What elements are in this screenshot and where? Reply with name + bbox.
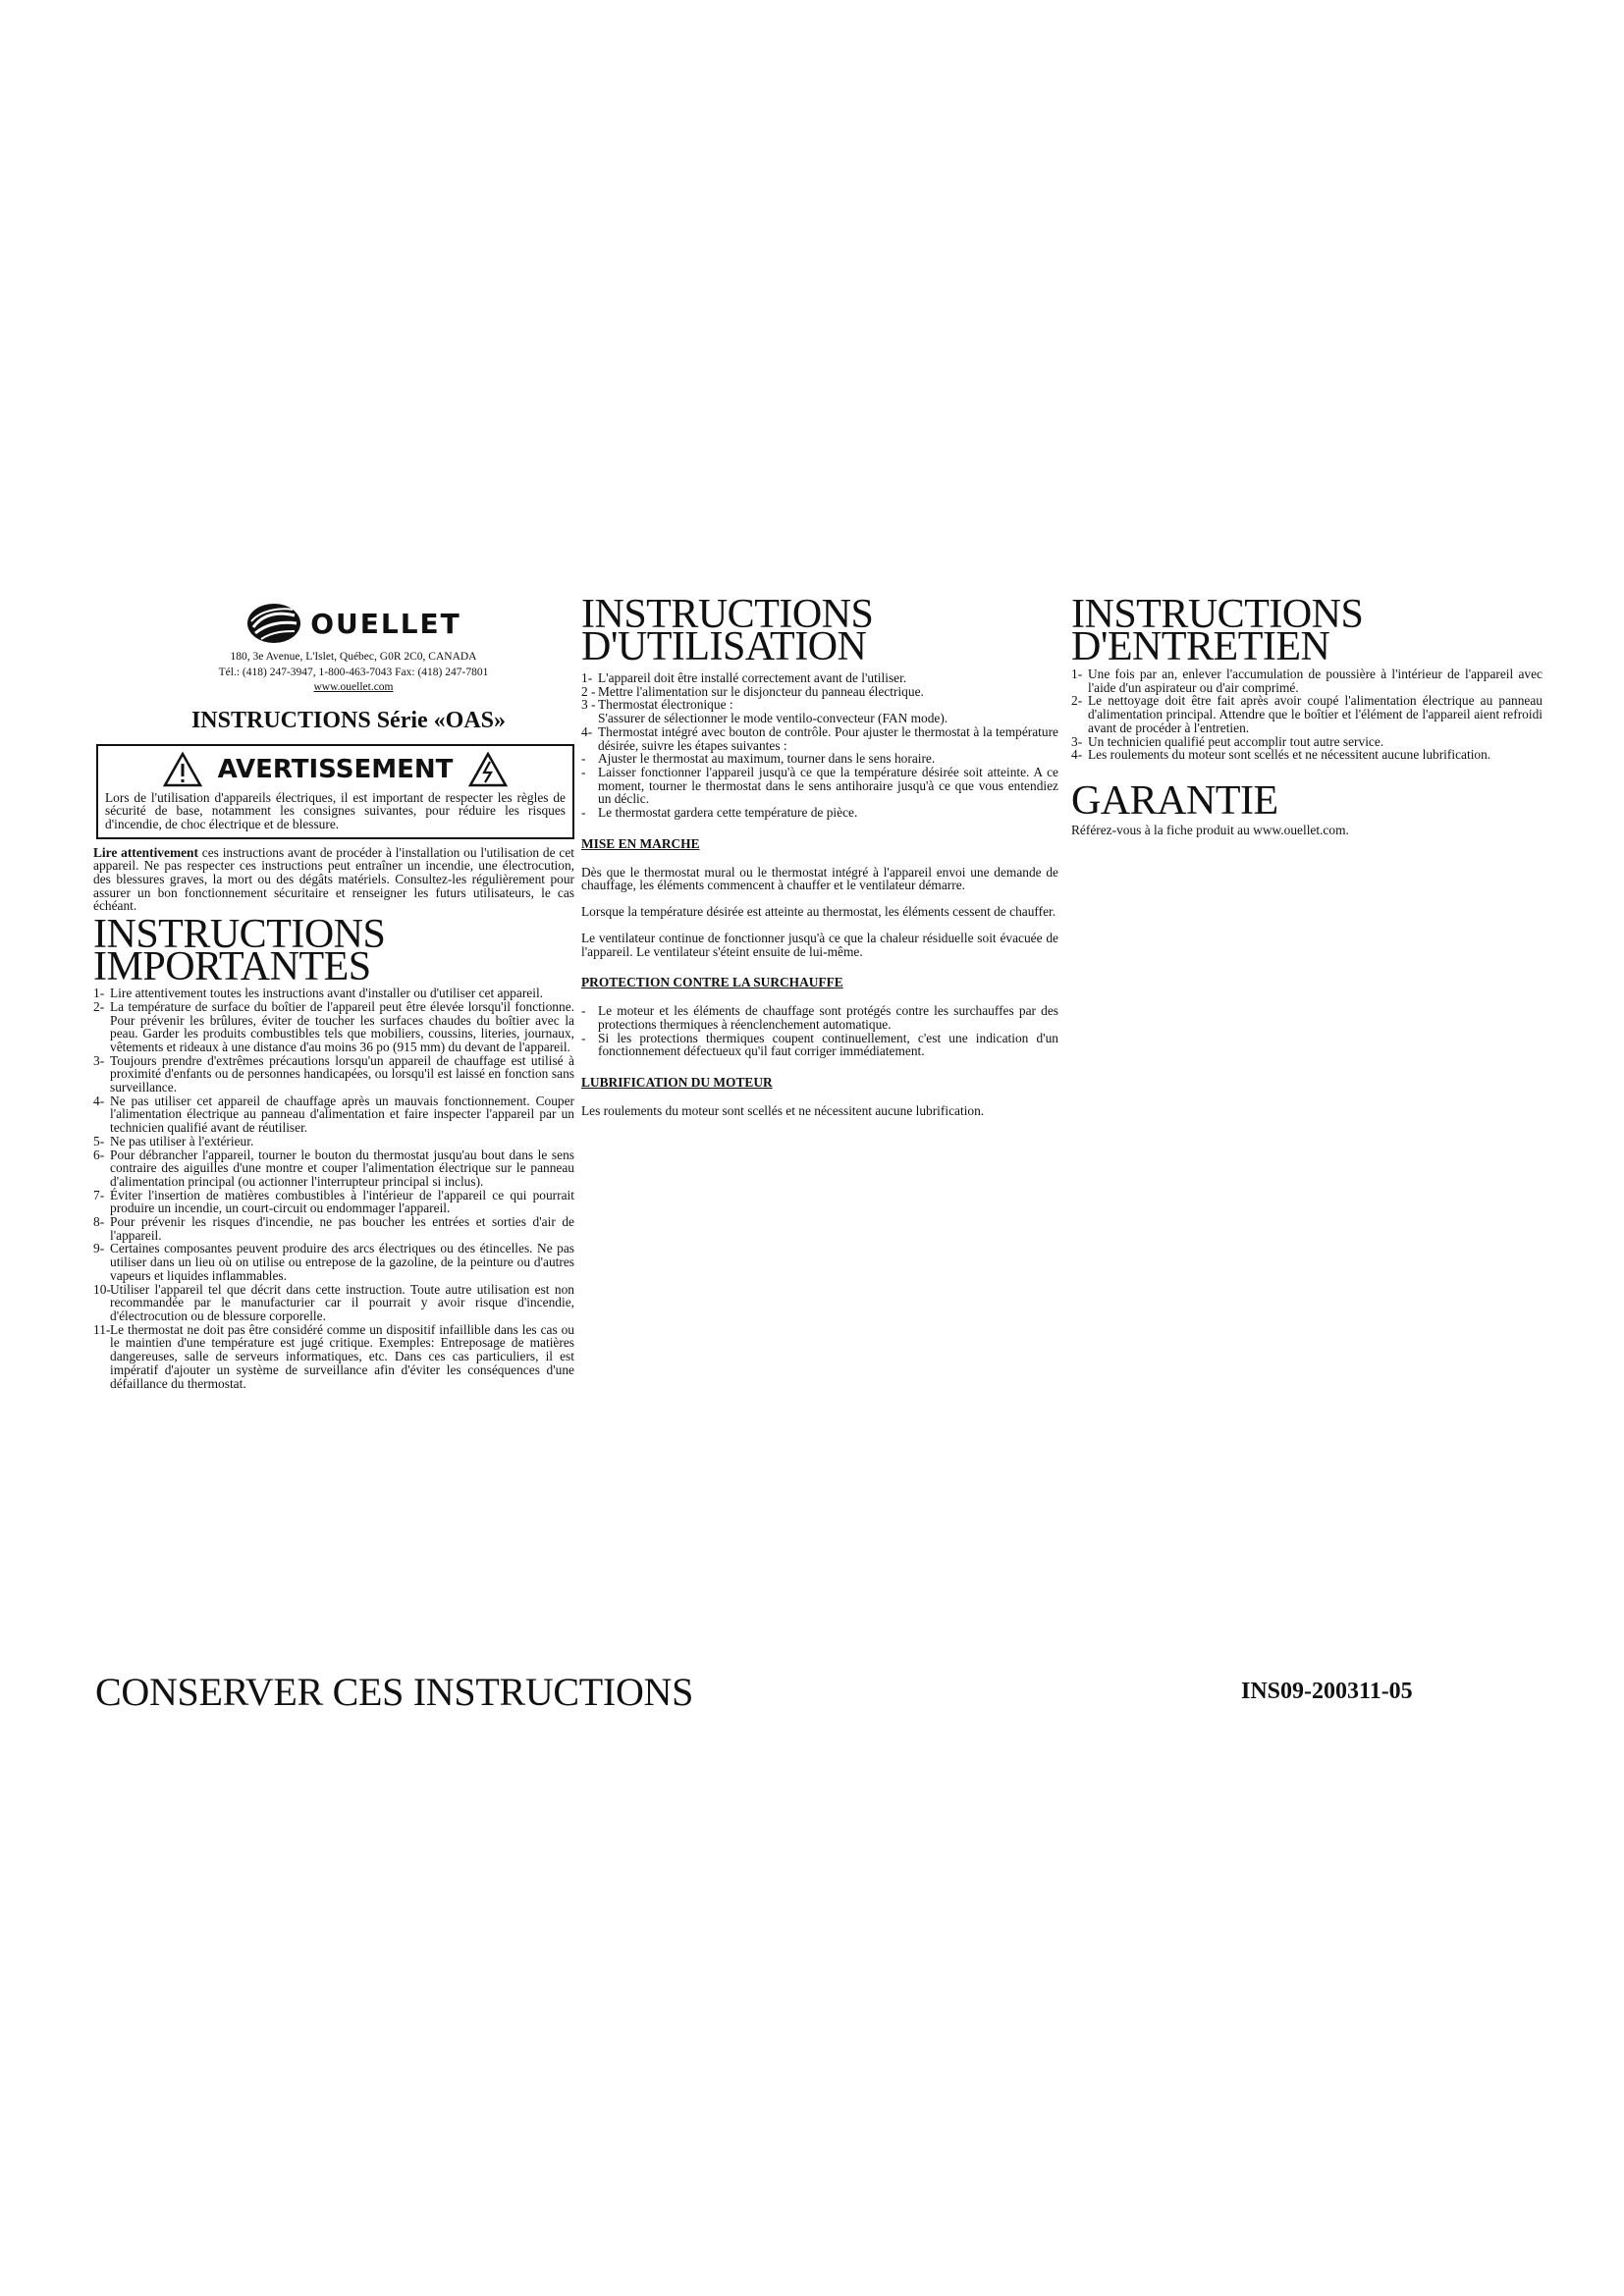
important-item-text: Ne pas utiliser cet appareil de chauffage après un mauvais fonctionnement. Couper l'alimentation électrique au panneau d'alimentation et faire inspecter l'appareil par un technicien qualifié avant de réutiliser. [110,1093,574,1136]
maintenance-item [1071,748,1543,762]
usage-item-number: 4- [581,723,593,739]
usage-heading [581,592,1058,669]
usage-item-number: - [581,805,586,821]
overheat-item [581,1004,1058,1031]
important-item-text: Ne pas utiliser à l'extérieur. [110,1133,254,1148]
lubrication-heading: LUBRIFICATION DU MOTEUR [581,1075,773,1091]
usage-heading-line1: INSTRUCTIONS [581,592,874,637]
startup-heading: MISE EN MARCHE [581,835,700,851]
company-logo [133,599,574,648]
important-list [93,987,574,1390]
maintenance-item-number: 3- [1071,733,1083,749]
important-item [93,1054,574,1095]
warning-exclamation-icon [163,752,202,787]
usage-item [581,712,1058,725]
right-column [1071,592,1543,837]
important-item [93,1000,574,1054]
overheat-list [581,1004,1058,1058]
usage-item [581,752,1058,766]
important-item-text: Éviter l'insertion de matières combustibles à l'intérieur de l'appareil ce qui pourrait produire un incendie, un court-circuit ou endommager l'appareil. [110,1187,574,1216]
important-item-text: Pour prévenir les risques d'incendie, ne pas boucher les entrées et sorties d'air de l'appareil. [110,1214,574,1243]
important-item-text: Certaines composantes peuvent produire des arcs électriques ou des étincelles. Ne pas utiliser dans un lieu où on utilise ou entrepose de la gazoline, de la peinture ou d'autres vapeurs et liquides inflammables. [110,1241,574,1283]
startup-paragraph: Le ventilateur continue de fonctionner jusqu'à ce que la chaleur résiduelle soit évacuée de l'appareil. Le ventilateur s'éteint ensuite de lui-même. [581,930,1058,959]
maintenance-heading-line2: D'ENTRETIEN [1071,624,1330,669]
usage-item-text: Thermostat électronique : [598,697,733,713]
usage-item [581,725,1058,752]
important-item-text: La température de surface du boîtier de l'appareil peut être élevée lorsqu'il fonctionne. Pour prévenir les brûlures, éviter de toucher les surfaces chaudes du boîtier avec la peau. Garder les produits combustibles tels que mobiliers, coussins, literies, journaux, vêtements et rideaux à une distance d'au moins 36 po (915 mm) du devant de l'appareil. [110,998,574,1054]
company-address: 180, 3e Avenue, L'Islet, Québec, G0R 2C0, CANADA [230,651,477,663]
electric-hazard-icon [468,752,508,787]
overheat-item-number: - [581,1003,586,1019]
important-item [93,1283,574,1323]
usage-item [581,685,1058,699]
overheat-item-text: Le moteur et les éléments de chauffage sont protégés contre les surchauffes par des protections thermiques à réenclenchement automatique. [598,1003,1058,1032]
maintenance-heading [1071,592,1543,669]
maintenance-item-text: Le nettoyage doit être fait après avoir coupé l'alimentation électrique au panneau d'alimentation principal. Attendre que le boîtier et l'élément de l'appareil aient refroidi avant de procéder à l'entretien. [1088,693,1543,735]
usage-heading-line2: D'UTILISATION [581,624,867,669]
important-item [93,1095,574,1135]
important-heading-line1: INSTRUCTIONS [93,912,386,958]
important-item-number: 4- [93,1093,105,1108]
important-item-number: 8- [93,1214,105,1230]
conserve-instructions-footer: CONSERVER CES INSTRUCTIONS [95,1670,694,1714]
important-item [93,1148,574,1189]
important-heading [93,912,574,990]
usage-item [581,671,1058,685]
company-name: OUELLET [310,607,461,640]
important-item-text: Lire attentivement toutes les instructions avant d'installer ou d'utiliser cet appareil. [110,986,544,1001]
document-code: INS09-200311-05 [1241,1679,1413,1704]
read-first-lead: Lire attentivement [93,844,198,860]
important-item [93,1215,574,1242]
important-item-number: 6- [93,1147,105,1162]
usage-item-text: Laisser fonctionner l'appareil jusqu'à ce que la température désirée soit atteinte. A ce moment, tourner le thermostat dans le sens antihoraire jusqu'à ce que vous entendiez un déclic. [598,764,1058,807]
middle-column [581,592,1058,1119]
usage-item [581,766,1058,806]
usage-item-number: 2 - [581,683,596,699]
warning-text: Lors de l'utilisation d'appareils électriques, il est important de respecter les règles de sécurité de base, notamment les consignes suivantes, pour réduire les risques d'incendie, de choc électrique et de blessure. [105,789,566,831]
warranty-text: Référez-vous à la fiche produit au www.ouellet.com. [1071,822,1349,837]
maintenance-item-text: Un technicien qualifié peut accomplir tout autre service. [1088,733,1384,749]
maintenance-item [1071,735,1543,749]
startup-paragraph: Lorsque la température désirée est atteinte au thermostat, les éléments cessent de chauffer. [581,904,1056,920]
maintenance-item-text: Une fois par an, enlever l'accumulation de poussière à l'intérieur de l'appareil avec l'aide d'un aspirateur ou d'air comprimé. [1088,667,1543,695]
warning-header [105,750,566,789]
usage-item-number: 3 - [581,697,596,713]
warning-title: AVERTISSEMENT [217,754,454,784]
maintenance-item-number: 1- [1071,667,1083,681]
maintenance-list [1071,667,1543,762]
important-item-text: Toujours prendre d'extrêmes précautions lorsqu'un appareil de chauffage est utilisé à proximité d'enfants ou de personnes handicapées, ou lorsqu'il est laissé en fonction sans surveillance. [110,1052,574,1095]
series-title: INSTRUCTIONS Série «OAS» [190,707,507,733]
overheat-item-text: Si les protections thermiques coupent continuellement, c'est une indication d'un fonctionnement défectueux qu'il faut corriger immédiatement. [598,1030,1058,1059]
important-item [93,1189,574,1215]
important-item-number: 2- [93,998,105,1014]
important-item-number: 9- [93,1241,105,1256]
usage-item-text: L'appareil doit être installé correctement avant de l'utiliser. [598,670,907,685]
important-item [93,1242,574,1282]
usage-list [581,671,1058,820]
important-item [93,1323,574,1391]
company-website-link[interactable]: www.ouellet.com [313,681,394,693]
important-item-number: 1- [93,986,105,1001]
important-item-text: Le thermostat ne doit pas être considéré comme un dispositif infaillible dans les cas ou le maintien d'une température est jugé critique. Exemples: Entreposage de matières dangereuses, salle de serveurs informatiques, etc. Dans ces cas particuliers, il est impératif d'ajouter un système de surveillance afin d'éviter les conséquences d'une défaillance du thermostat. [110,1321,574,1391]
important-item [93,1135,574,1148]
usage-item-text: Thermostat intégré avec bouton de contrôle. Pour ajuster le thermostat à la température désirée, suivre les étapes suivantes : [598,723,1058,753]
usage-item-number: - [581,764,586,779]
important-item-number: 10- [93,1281,111,1297]
maintenance-item [1071,667,1543,694]
usage-item-text: S'assurer de sélectionner le mode ventilo-convecteur (FAN mode). [598,711,948,726]
maintenance-item-number: 2- [1071,693,1083,709]
important-item-number: 3- [93,1052,105,1068]
important-item-text: Pour débrancher l'appareil, tourner le bouton du thermostat jusqu'au bout dans le sens contraire des aiguilles d'une montre et couper l'alimentation électrique sur le panneau d'alimentation principal (ou actionner l'interrupteur principal si inclus). [110,1147,574,1189]
maintenance-item-number: 4- [1071,747,1083,763]
left-column [93,599,574,1390]
startup-paragraph: Dès que le thermostat mural ou le thermostat intégré à l'appareil envoi une demande de chauffage, les éléments commencent à chauffer et le ventilateur démarre. [581,864,1058,893]
usage-item [581,698,1058,712]
maintenance-item [1071,694,1543,734]
important-item-number: 5- [93,1133,105,1148]
usage-item-number: - [581,751,586,767]
warranty-heading: GARANTIE [1071,777,1278,824]
overheat-item-number: - [581,1030,586,1045]
maintenance-heading-line1: INSTRUCTIONS [1071,592,1364,637]
overheat-heading: PROTECTION CONTRE LA SURCHAUFFE [581,975,843,990]
lubrication-text: Les roulements du moteur sont scellés et ne nécessitent aucune lubrification. [581,1103,985,1119]
warning-box [96,744,574,839]
maintenance-item-text: Les roulements du moteur sont scellés et ne nécessitent aucune lubrification. [1088,747,1491,763]
usage-item [581,806,1058,820]
usage-item-text: Ajuster le thermostat au maximum, tourner dans le sens horaire. [598,751,936,767]
overheat-item [581,1032,1058,1058]
company-phone: Tél.: (418) 247-3947, 1-800-463-7043 Fax: (418) 247-7801 [218,666,489,678]
usage-item-text: Mettre l'alimentation sur le disjoncteur du panneau électrique. [598,683,924,699]
read-first-paragraph [93,846,574,914]
read-first-text: ces instructions avant de procéder à l'installation ou l'utilisation de cet appareil. Ne pas respecter ces instructions peut entraîner un incendie, une électrocution, des blessures graves, la mort ou des dégâts matériels. Consultez-les régulièrement pour assurer un bon fonctionnement sécuritaire et renseigner les futurs utilisateurs, le cas échéant. [93,844,574,914]
important-heading-line2: IMPORTANTES [93,944,371,990]
important-item-number: 11- [93,1321,111,1337]
important-item-text: Utiliser l'appareil tel que décrit dans cette instruction. Toute autre utilisation est non recommandée par le manufacturier car il pourrait y avoir risque d'incendie, d'électrocution ou de blessure corporelle. [110,1281,574,1323]
important-item [93,987,574,1000]
ouellet-swirl-logo-icon [245,602,302,645]
usage-item-text: Le thermostat gardera cette température de pièce. [598,805,858,821]
usage-item-number: 1- [581,670,593,685]
important-item-number: 7- [93,1187,105,1202]
